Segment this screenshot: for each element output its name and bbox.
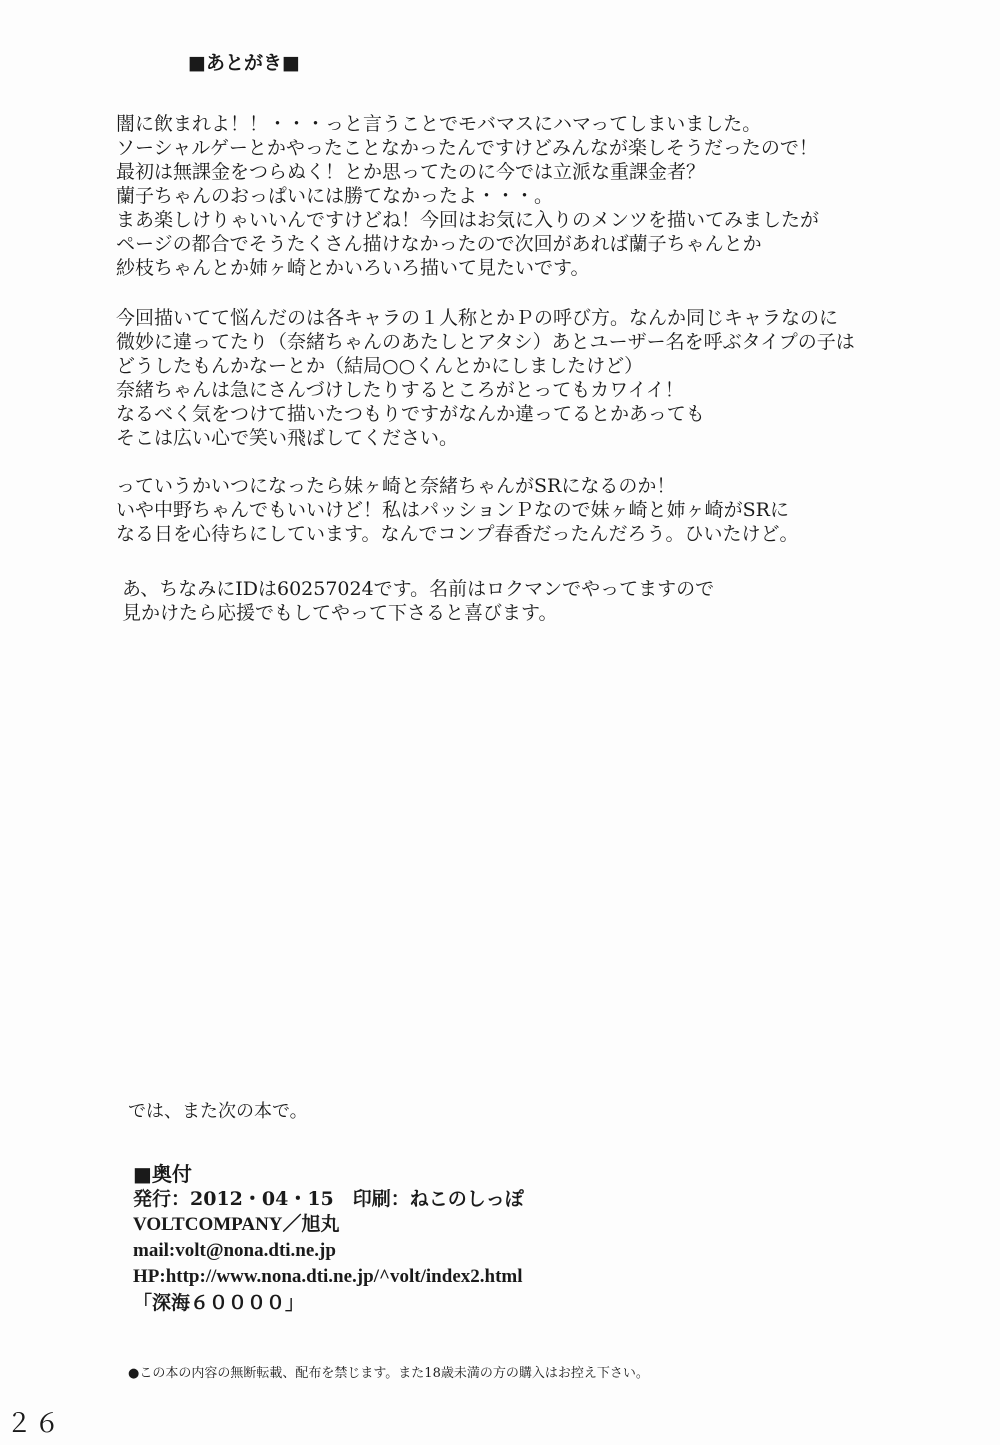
afterword-paragraph-2 bbox=[116, 306, 855, 450]
afterword-paragraph-4 bbox=[122, 577, 714, 625]
text-line: なるべく気をつけて描いたつもりですがなんか違ってるとかあっても bbox=[116, 403, 705, 425]
copyright-notice: ●この本の内容の無断転載、配布を禁じます。また18歳未満の方の購入はお控え下さい。 bbox=[128, 1366, 649, 1381]
afterword-heading: ■あとがき■ bbox=[188, 52, 300, 74]
colophon-title: ■奥付 bbox=[133, 1162, 192, 1186]
text-line: なる日を心待ちにしています。なんでコンプ春香だったんだろう。ひいたけど。 bbox=[116, 523, 799, 545]
colophon-mail: mail:volt@nona.dti.ne.jp bbox=[133, 1240, 336, 1261]
colophon-circle: VOLTCOMPANY／旭丸 bbox=[133, 1214, 340, 1235]
text-line: っていうかいつになったら妹ヶ崎と奈緒ちゃんがSRになるのか！ bbox=[116, 475, 676, 497]
text-line: いや中野ちゃんでもいいけど！私はパッションＰなので妹ヶ崎と姉ヶ崎がSRに bbox=[116, 499, 789, 521]
text-line: ページの都合でそうたくさん描けなかったので次回があれば蘭子ちゃんとか bbox=[116, 233, 762, 255]
text-line: 紗枝ちゃんとか姉ヶ崎とかいろいろ描いて見たいです。 bbox=[116, 257, 590, 279]
text-line: 最初は無課金をつらぬく！とか思ってたのに今では立派な重課金者？ bbox=[116, 161, 706, 183]
text-line: そこは広い心で笑い飛ばしてください。 bbox=[116, 427, 459, 449]
colophon-issue-line: 発行：2012・04・15 印刷：ねこのしっぽ bbox=[133, 1188, 524, 1210]
text-line: ソーシャルゲーとかやったことなかったんですけどみんなが楽しそうだったので！ bbox=[116, 137, 818, 159]
text-line: 見かけたら応援でもしてやって下さると喜びます。 bbox=[122, 602, 558, 624]
text-line: 蘭子ちゃんのおっぱいには勝てなかったよ・・・。 bbox=[116, 185, 554, 207]
colophon-hp: HP:http://www.nona.dti.ne.jp/^volt/index2.html bbox=[133, 1266, 523, 1287]
afterword-paragraph-1 bbox=[116, 112, 819, 280]
colophon-block bbox=[133, 1186, 524, 1316]
text-line: まあ楽しけりゃいいんですけどね！今回はお気に入りのメンツを描いてみましたが bbox=[116, 209, 820, 231]
text-line: あ、ちなみにIDは60257024です。名前はロクマンでやってますので bbox=[122, 578, 715, 600]
text-line: 今回描いてて悩んだのは各キャラの１人称とかＰの呼び方。なんか同じキャラなのに bbox=[116, 307, 839, 329]
text-line: 闇に飲まれよ！！・・・っと言うことでモバマスにハマってしまいました。 bbox=[116, 113, 762, 135]
page-number: ２６ bbox=[6, 1409, 63, 1439]
closing-line: では、また次の本で。 bbox=[128, 1101, 308, 1122]
colophon-sea: 「深海６００００」 bbox=[133, 1292, 305, 1314]
text-line: どうしたもんかなーとか（結局○○くんとかにしましたけど） bbox=[116, 355, 644, 377]
text-line: 微妙に違ってたり（奈緒ちゃんのあたしとアタシ）あとユーザー名を呼ぶタイプの子は bbox=[116, 331, 855, 353]
afterword-paragraph-3 bbox=[116, 474, 798, 546]
text-line: 奈緒ちゃんは急にさんづけしたりするところがとってもカワイイ！ bbox=[116, 379, 684, 401]
